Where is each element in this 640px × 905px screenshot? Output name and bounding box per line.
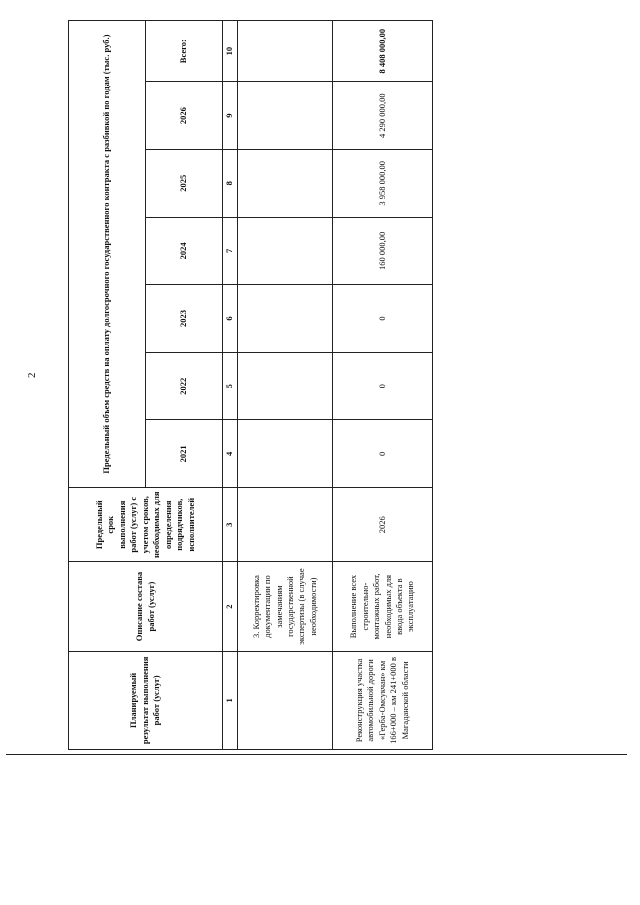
column-number: 5 xyxy=(223,352,238,420)
row-value: 0 xyxy=(333,285,433,353)
column-number: 4 xyxy=(223,420,238,488)
header-result: Планируемый результат выполнения работ (услуг) xyxy=(69,651,223,749)
row-value xyxy=(238,352,333,420)
column-number: 1 xyxy=(223,651,238,749)
row-result: Реконструкция участка автомобильной дороги «Герба-Омсукчан» км 166+000 – км 241+000 в Магаданской области xyxy=(333,651,433,749)
column-number: 3 xyxy=(223,488,238,562)
header-year: 2026 xyxy=(146,82,223,150)
header-funding: Предельный объем средств на оплату долгосрочного государственного контракта с разбивкой по годам (тыс. руб.) xyxy=(69,21,146,488)
row-value: 4 290 000,00 xyxy=(333,82,433,150)
row-term: 2026 xyxy=(333,488,433,562)
row-term xyxy=(238,488,333,562)
header-year: 2025 xyxy=(146,149,223,217)
column-number-row xyxy=(223,21,238,750)
column-number: 6 xyxy=(223,285,238,353)
column-number: 9 xyxy=(223,82,238,150)
header-year: 2023 xyxy=(146,285,223,353)
column-number: 7 xyxy=(223,217,238,285)
row-value xyxy=(238,285,333,353)
row-value xyxy=(238,420,333,488)
header-term: Предельный срок выполнения работ (услуг) с учетом сроков, необходимых для определения подрядчиков, исполнителей xyxy=(69,488,223,562)
column-number: 8 xyxy=(223,149,238,217)
row-value: 0 xyxy=(333,420,433,488)
header-year: 2021 xyxy=(146,420,223,488)
page-number: 2 xyxy=(26,372,38,378)
row-result xyxy=(238,651,333,749)
table-row xyxy=(333,21,433,750)
row-description: Выполнение всех строительно-монтажных работ, необходимых для ввода объекта в эксплуатацию xyxy=(333,562,433,651)
row-value: 0 xyxy=(333,352,433,420)
table-row xyxy=(238,21,333,750)
header-year: 2024 xyxy=(146,217,223,285)
row-value xyxy=(238,82,333,150)
rotated-table-wrapper xyxy=(68,20,433,750)
column-number: 10 xyxy=(223,21,238,82)
horizontal-rule xyxy=(6,754,627,755)
header-year: 2022 xyxy=(146,352,223,420)
header-total: Всего: xyxy=(146,21,223,82)
row-value xyxy=(238,21,333,82)
row-value: 160 000,00 xyxy=(333,217,433,285)
row-description: 3. Корректировка документации по замечаниям государственной экспертизы (в случае необходимости) xyxy=(238,562,333,651)
row-total: 8 408 000,00 xyxy=(333,21,433,82)
row-value xyxy=(238,149,333,217)
row-value: 3 958 000,00 xyxy=(333,149,433,217)
header-row-1 xyxy=(69,21,146,750)
header-description: Описание состава работ (услуг) xyxy=(69,562,223,651)
funding-table xyxy=(68,20,433,750)
column-number: 2 xyxy=(223,562,238,651)
row-value xyxy=(238,217,333,285)
